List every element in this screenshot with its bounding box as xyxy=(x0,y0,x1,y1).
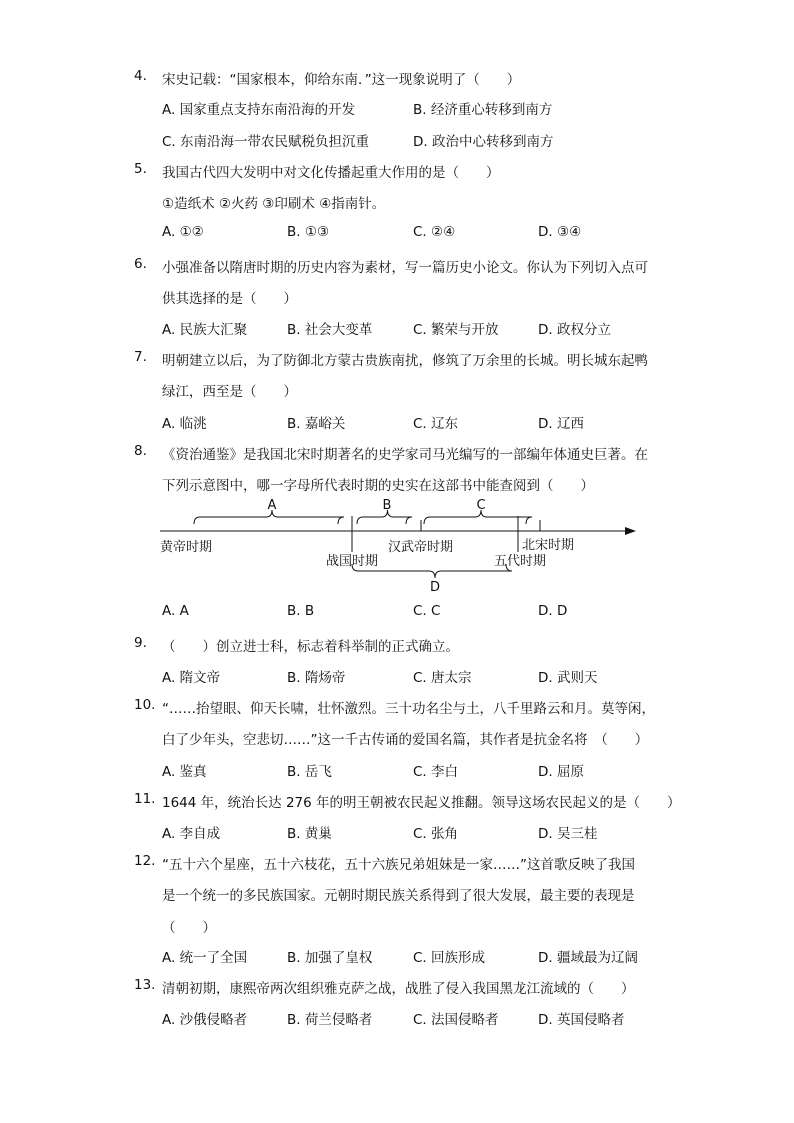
answer-option-D[interactable]: D. 英国侵略者 xyxy=(538,1012,625,1028)
answer-option-A[interactable]: A. 民族大汇聚 xyxy=(162,322,248,338)
question-stem-line: 下列示意图中，哪一字母所代表时期的史实在这部书中能查阅到（ ） xyxy=(162,478,594,495)
answer-option-A[interactable]: A. 隋文帝 xyxy=(162,670,221,686)
question-stem-line: 供其选择的是（ ） xyxy=(162,291,297,308)
question-number: 7. xyxy=(134,349,147,365)
answer-option-C[interactable]: C. 东南沿海一带农民赋税负担沉重 xyxy=(162,134,370,150)
answer-option-D[interactable]: D. 疆域最为辽阔 xyxy=(538,950,638,966)
answer-option-D[interactable]: D. ③④ xyxy=(538,224,582,240)
question-stem-line: 是一个统一的多民族国家。元朝时期民族关系得到了很大发展，最主要的表现是 xyxy=(162,888,635,905)
question-number: 9. xyxy=(134,635,147,651)
question-stem-line: （ ） xyxy=(162,919,216,936)
answer-option-B[interactable]: B. 加强了皇权 xyxy=(287,950,373,966)
answer-option-A[interactable]: A. 统一了全国 xyxy=(162,950,248,966)
question-stem-line: 清朝初期，康熙帝两次组织雅克萨之战，战胜了侵入我国黑龙江流域的（ ） xyxy=(162,981,635,997)
question-number: 11. xyxy=(134,791,156,807)
period-huangdi: 黄帝时期 xyxy=(160,540,213,555)
answer-option-C[interactable]: C. ②④ xyxy=(413,224,456,240)
question-number: 5. xyxy=(134,161,147,177)
question-stem-line: “五十六个星座，五十六枝花，五十六族兄弟姐妹是一家……”这首歌反映了我国 xyxy=(162,857,635,873)
answer-option-C[interactable]: C. 法国侵略者 xyxy=(413,1012,499,1028)
answer-option-A[interactable]: A. 国家重点支持东南沿海的开发 xyxy=(162,102,356,118)
answer-option-C[interactable]: C. C xyxy=(413,603,441,619)
question-stem-line: 绿江，西至是（ ） xyxy=(162,384,297,401)
answer-option-A[interactable]: A. A xyxy=(162,603,189,619)
answer-option-D[interactable]: D. 政治中心转移到南方 xyxy=(413,134,554,150)
question-stem-line: 1644 年，统治长达 276 年的明王朝被农民起义推翻。领导这场农民起义的是（ ） xyxy=(162,795,681,811)
answer-option-D[interactable]: D. 辽西 xyxy=(538,416,584,432)
answer-option-D[interactable]: D. 屈原 xyxy=(538,764,584,780)
answer-option-D[interactable]: D. 吴三桂 xyxy=(538,826,598,842)
question-stem-line: （ ）创立进士科，标志着科举制的正式确立。 xyxy=(162,639,459,655)
question-number: 12. xyxy=(134,853,156,869)
timeline-arrow-icon xyxy=(625,527,636,535)
question-stem-line: 我国古代四大发明中对文化传播起重大作用的是（ ） xyxy=(162,165,500,181)
period-zhanguo: 战国时期 xyxy=(326,554,379,569)
answer-option-D[interactable]: D. 武则天 xyxy=(538,670,598,686)
answer-option-B[interactable]: B. 岳飞 xyxy=(287,764,332,780)
answer-option-A[interactable]: A. 沙俄侵略者 xyxy=(162,1012,248,1028)
question-stem-line: 明朝建立以后，为了防御北方蒙古贵族南扰，修筑了万余里的长城。明长城东起鸭 xyxy=(162,353,648,369)
answer-option-A[interactable]: A. 李自成 xyxy=(162,826,221,842)
answer-option-C[interactable]: C. 李白 xyxy=(413,764,459,780)
question-stem-line: ①造纸术 ②火药 ③印刷术 ④指南针。 xyxy=(162,196,386,213)
answer-option-C[interactable]: C. 辽东 xyxy=(413,416,459,432)
period-wudai: 五代时期 xyxy=(494,554,547,569)
answer-option-B[interactable]: B. 社会大变革 xyxy=(287,322,373,338)
timeline-label-A: A xyxy=(267,498,277,513)
answer-option-B[interactable]: B. ①③ xyxy=(287,224,330,240)
question-stem-line: 小强准备以隋唐时期的历史内容为素材，写一篇历史小论文。你认为下列切入点可 xyxy=(162,260,648,276)
question-number: 13. xyxy=(134,977,156,993)
answer-option-B[interactable]: B. 嘉峪关 xyxy=(287,416,346,432)
question-stem-line: 白了少年头，空悲切……”这一千古传诵的爱国名篇，其作者是抗金名将 （ ） xyxy=(162,732,649,749)
timeline-diagram xyxy=(0,494,794,594)
question-stem-line: “……抬望眼、仰天长啸，壮怀激烈。三十功名尘与土，八千里路云和月。莫等闲， xyxy=(162,701,655,717)
answer-option-A[interactable]: A. ①② xyxy=(162,224,204,240)
answer-option-C[interactable]: C. 张角 xyxy=(413,826,459,842)
question-number: 4. xyxy=(134,68,147,84)
timeline-label-B: B xyxy=(382,498,392,513)
timeline-label-C: C xyxy=(476,498,486,513)
timeline-label-D: D xyxy=(429,580,441,594)
answer-option-B[interactable]: B. B xyxy=(287,603,315,619)
question-stem-line: 《资治通鉴》是我国北宋时期著名的史学家司马光编写的一部编年体通史巨著。在 xyxy=(162,447,648,463)
question-number: 8. xyxy=(134,443,147,459)
question-number: 10. xyxy=(134,697,156,713)
question-number: 6. xyxy=(134,256,147,272)
question-stem-line: 宋史记载：“国家根本，仰给东南．”这一现象说明了（ ） xyxy=(162,72,521,88)
answer-option-B[interactable]: B. 荷兰侵略者 xyxy=(287,1012,373,1028)
answer-option-C[interactable]: C. 回族形成 xyxy=(413,950,486,966)
answer-option-B[interactable]: B. 隋炀帝 xyxy=(287,670,346,686)
period-beisong: 北宋时期 xyxy=(522,538,575,553)
answer-option-D[interactable]: D. 政权分立 xyxy=(538,322,611,338)
answer-option-B[interactable]: B. 黄巢 xyxy=(287,826,332,842)
answer-option-D[interactable]: D. D xyxy=(538,603,568,619)
period-hanwudi: 汉武帝时期 xyxy=(388,540,454,555)
answer-option-A[interactable]: A. 鉴真 xyxy=(162,764,207,780)
answer-option-A[interactable]: A. 临洮 xyxy=(162,416,207,432)
answer-option-C[interactable]: C. 唐太宗 xyxy=(413,670,472,686)
answer-option-B[interactable]: B. 经济重心转移到南方 xyxy=(413,102,553,118)
answer-option-C[interactable]: C. 繁荣与开放 xyxy=(413,322,499,338)
